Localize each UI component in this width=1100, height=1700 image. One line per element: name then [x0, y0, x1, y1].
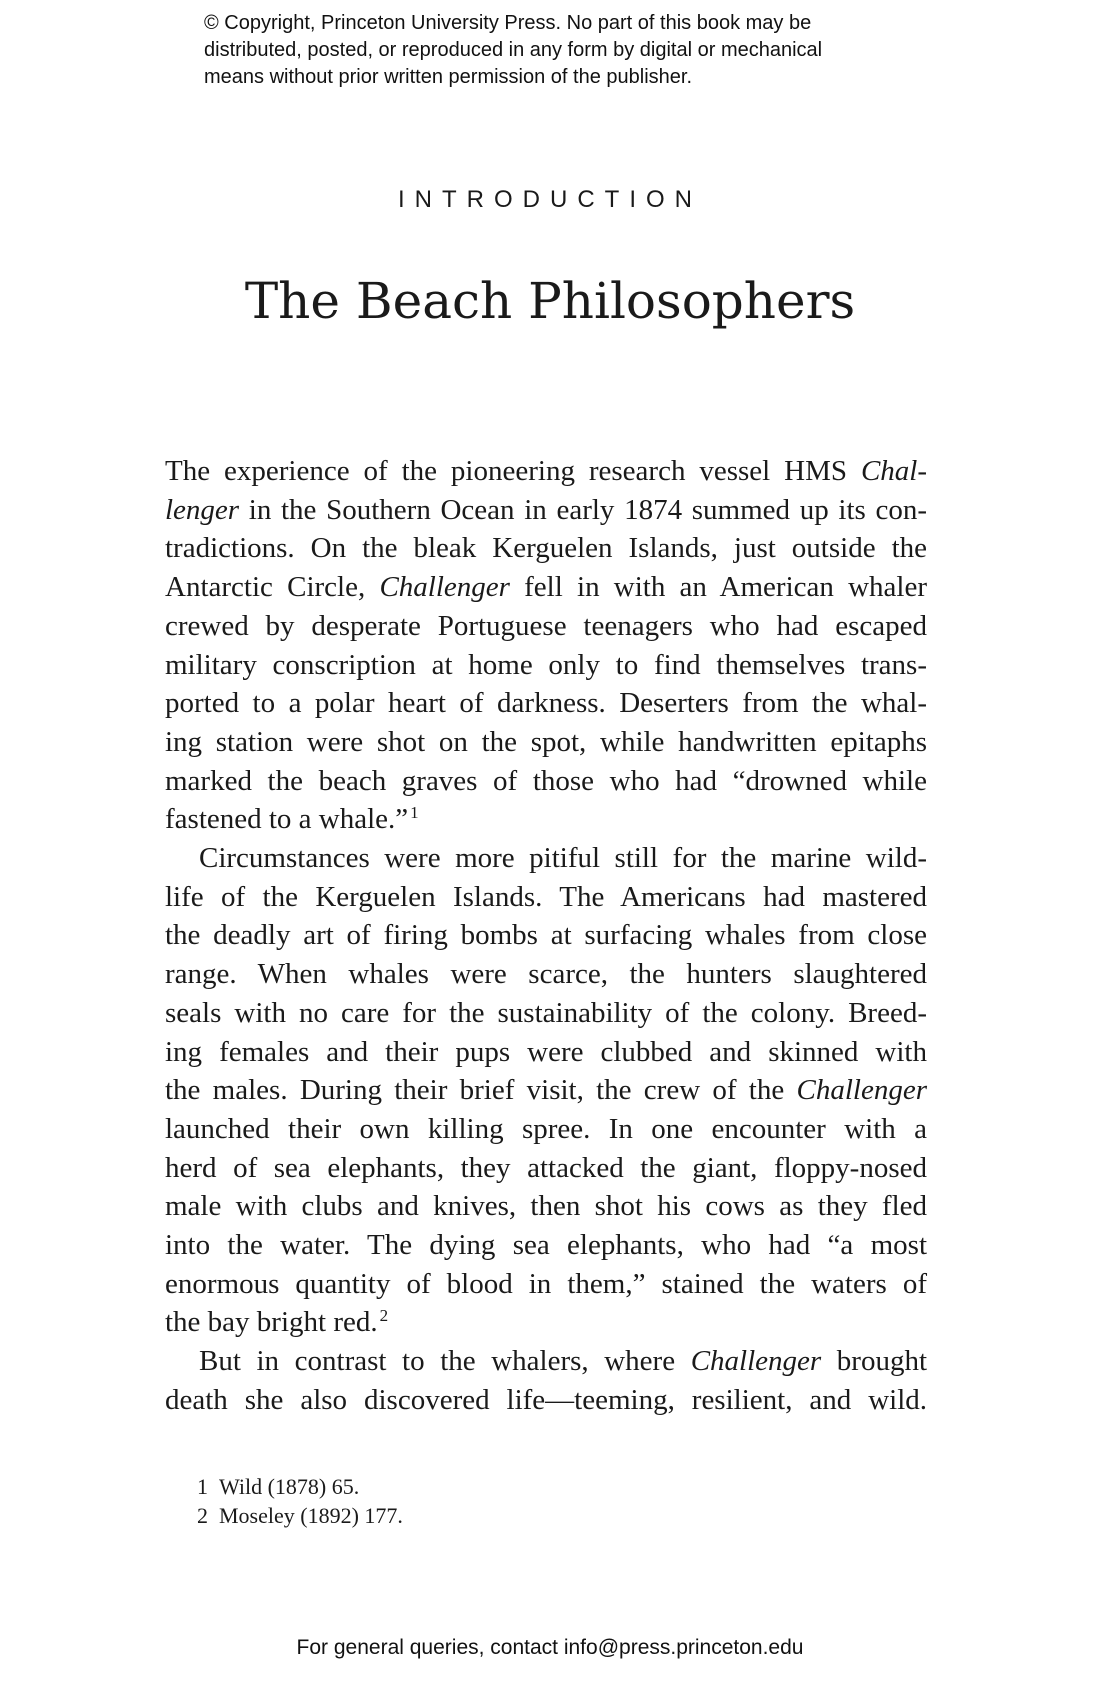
copyright-line: © Copyright, Princeton University Press. No part of this book may be — [204, 12, 812, 34]
text-line: seals with no care for the sustainability of the colony. Breed- — [165, 996, 927, 1029]
footnote — [197, 1472, 403, 1501]
text-line: male with clubs and knives, then shot his cows as they fled — [165, 1190, 927, 1223]
footnote-ref[interactable]: 1 — [410, 803, 419, 823]
footnote-text: Moseley (1892) 177. — [219, 1503, 403, 1528]
text-line: life of the Kerguelen Islands. The Americans had mastered — [165, 880, 927, 913]
text-line: tradictions. On the bleak Kerguelen Islands, just outside the — [165, 532, 927, 565]
text-line: the males. During their brief visit, the crew of the Challenger — [165, 1074, 927, 1107]
text-line: ported to a polar heart of darkness. Deserters from the whal- — [165, 687, 927, 720]
text-line: The experience of the pioneering research vessel HMS Chal- — [165, 455, 927, 487]
text-line: herd of sea elephants, they attacked the giant, floppy-nosed — [165, 1151, 927, 1184]
footnote-ref[interactable]: 2 — [379, 1306, 389, 1326]
footnote-text: Wild (1878) 65. — [219, 1474, 360, 1499]
copyright-line: means without prior written permission of the publisher. — [204, 66, 693, 88]
text-line: military conscription at home only to find themselves trans- — [165, 648, 927, 681]
text-line: ing females and their pups were clubbed and skinned with — [165, 1035, 927, 1068]
text-line: crewed by desperate Portuguese teenagers who had escaped — [165, 609, 927, 642]
footnotes — [197, 1472, 403, 1530]
text-line: into the water. The dying sea elephants, who had “a most — [165, 1229, 927, 1262]
footnote-number: 2 — [197, 1503, 208, 1528]
text-line: Antarctic Circle, Challenger fell in with an American whaler — [165, 571, 927, 604]
text-line: fastened to a whale.” $^1$ — [165, 803, 419, 836]
chapter-label: INTRODUCTION — [398, 186, 702, 213]
contact-footer: For general queries, contact info@press.princeton.edu — [296, 1636, 804, 1659]
copyright-notice — [204, 10, 944, 91]
text-line: the deadly art of firing bombs at surfacing whales from close — [165, 919, 927, 952]
text-line: ing station were shot on the spot, while handwritten epitaphs — [165, 725, 927, 758]
copyright-line: distributed, posted, or reproduced in any form by digital or mechanical — [204, 39, 823, 61]
text-line: launched their own killing spree. In one encounter with a — [165, 1112, 927, 1145]
chapter-title: The Beach Philosophers — [244, 272, 856, 330]
text-line: range. When whales were scarce, the hunters slaughtered — [165, 958, 927, 991]
text-line: the bay bright red. $^2$ — [165, 1306, 389, 1339]
text-line: death she also discovered life—teeming, resilient, and wild. — [165, 1383, 927, 1416]
text-line: Circumstances were more pitiful still for the marine wild- — [199, 842, 927, 875]
body-text — [165, 452, 927, 1420]
text-line: enormous quantity of blood in them,” stained the waters of — [165, 1267, 927, 1300]
text-line: marked the beach graves of those who had “drowned while — [165, 764, 927, 797]
footnote-number: 1 — [197, 1474, 208, 1499]
footnote — [197, 1501, 403, 1530]
text-line: But in contrast to the whalers, where Challenger brought — [199, 1345, 927, 1378]
text-line: lenger in the Southern Ocean in early 1874 summed up its con- — [165, 493, 927, 526]
